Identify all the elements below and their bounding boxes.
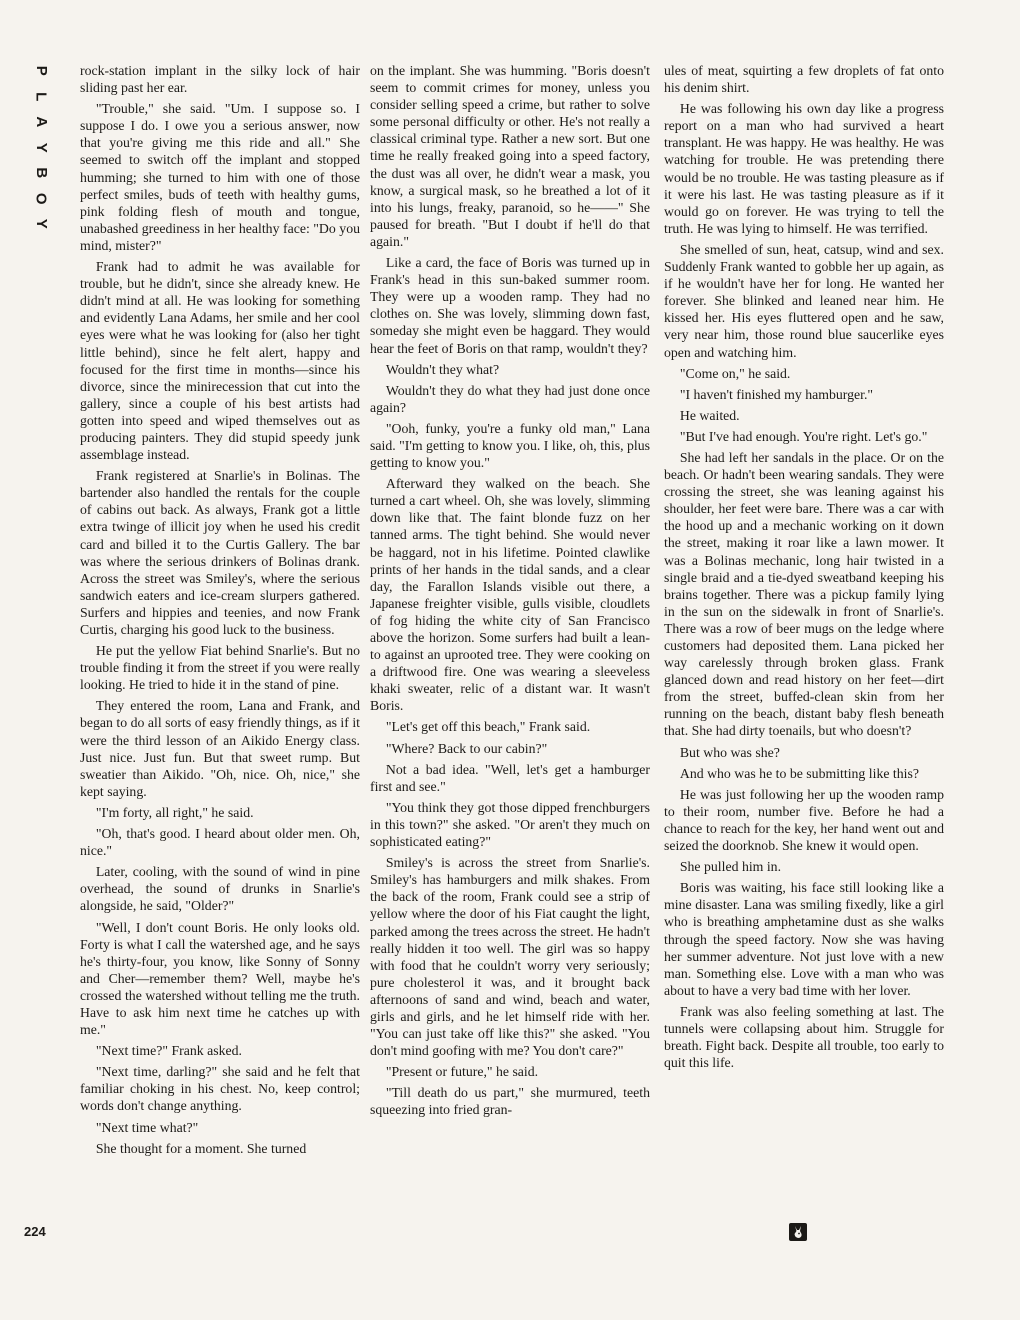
- paragraph: "But I've had enough. You're right. Let's go.": [679, 428, 928, 444]
- paragraph: "Come on," he said.: [679, 365, 791, 381]
- masthead-letter: P: [32, 65, 50, 76]
- masthead-letter: Y: [32, 142, 50, 153]
- paragraph: "Till death do us part," she murmured, teeth squeezing into fried gran-: [370, 1085, 650, 1118]
- paragraph: Wouldn't they what?: [385, 361, 500, 377]
- magazine-masthead-vertical: [29, 58, 53, 237]
- paragraph: Frank registered at Snarlie's in Bolinas. The bartender also handled the rentals for the couple of cabins out back. As always, Frank got a little extra twinge of illicit joy when he used his credit card and billed it to the Curtis Gallery. The bar was where the serious drinkers of Bolinas drank. Across the street was Smiley's, where the serious sandwich eaters and ice-cream slurpers gathered. Surfers and hippies and teenies, and now Frank Curtis, charging his good luck to the business.: [80, 468, 360, 637]
- paragraph: on the implant. She was humming. "Boris doesn't seem to commit crimes for money, unless you consider selling speed a crime, but rather to solve some personal difficulty or other. He's not really a classical criminal type. Rather a new sort. But one time he really freaked going into a speed factory, the dust was all over, he didn't wear a mask, you know, a surgical mask, so he breathed a lot of it into his lungs, freaky, paranoid, so he——" She paused for breath. "But I doubt if he'll do that again.": [370, 63, 650, 249]
- paragraph: "Let's get off this beach," Frank said.: [385, 719, 591, 735]
- paragraph: "Next time, darling?" she said and he felt that familiar choking in his chest. No, keep control; words don't change anything.: [80, 1064, 360, 1114]
- masthead-letter: O: [32, 192, 50, 205]
- paragraph: "Where? Back to our cabin?": [385, 740, 548, 756]
- paragraph: He was just following her up the wooden ramp to their room, number five. Before he had a chance to reach for the key, her hand went out and seized the doorknob. She knew it would open.: [664, 786, 944, 854]
- paragraph: "Next time?" Frank asked.: [95, 1043, 242, 1059]
- paragraph: "Ooh, funky, you're a funky old man," Lana said. "I'm getting to know you. I like, oh, this, plus getting to know you.": [370, 420, 650, 471]
- paragraph: "I'm forty, all right," he said.: [95, 804, 254, 820]
- paragraph: She had left her sandals in the place. Or on the beach. Or hadn't been wearing sandals. They were crossing the street, she was leaning against his shoulder, her feet were bare. There was a car with the hood up and a mechanic working on it down the street, making it roar like a lawn mower. It was a Bolinas mechanic, long hair twisted in a single braid and a tie-dyed sweatband keeping his brains together. There was a pickup family lying in the sun on the sidewalk in front of Snarlie's. There was a row of beer mugs on the ledge where customers had deposited them. Lana picked her way carelessly through broken glass. Frank glanced down and read history on her feet—dirt from the street, buffed-clean skin from her running on the beach, distant baby flesh beneath that. She had dirty toenails, but who doesn't?: [664, 449, 944, 739]
- page-number: 224: [24, 1224, 46, 1239]
- paragraph: Wouldn't they do what they had just done once again?: [370, 382, 650, 415]
- paragraph: He waited.: [679, 407, 740, 423]
- paragraph: Frank had to admit he was available for trouble, but he didn't, since she already knew. He didn't mind at all. He was looking for something and evidently Lana Adams, her smile and her cool eyes were what he was looking for (also her tight little behind), since he felt alert, happy and focused for the first time in months—since his divorce, since the minirecession that cut into the gallery, since a couple of his best artists had gotten into speed and wiped themselves out as producing painters. They did stupid speedy junk assemblage instead.: [80, 259, 360, 463]
- text-column-1: [80, 62, 360, 1161]
- rabbit-head-icon: [789, 1223, 807, 1241]
- paragraph: But who was she?: [679, 744, 780, 760]
- paragraph: Smiley's is across the street from Snarlie's. Smiley's has hamburgers and milk shakes. From the back of the room, Frank could see a strip of yellow where the door of his Fiat caught the light, parked among the trees across the street. He hadn't really hidden it too well. The girl was so happy with food that he couldn't worry very seriously; pure cholesterol it was, and it brought back afternoons of sand and wind, beach and water, girls and girls, and he let himself ride with her. "You can just take off like this?" she asked. "You don't mind goofing with me? You don't care?": [370, 855, 650, 1059]
- paragraph: "You think they got those dipped frenchburgers in this town?" she asked. "Or aren't they much on sophisticated eating?": [370, 799, 650, 850]
- paragraph: They entered the room, Lana and Frank, and began to do all sorts of easy friendly things, as if it were the third lesson of an Aikido Energy class. Just nice. Just fun. But that sweet rump. But sweatier than Aikido. "Oh, nice. Oh, nice," she kept saying.: [80, 698, 360, 799]
- paragraph: Frank was also feeling something at last. The tunnels were collapsing about him. Struggle for breath. Fight back. Despite all trouble, too early to quit this life.: [664, 1003, 944, 1071]
- paragraph: Later, cooling, with the sound of wind in pine overhead, the sound of drunks in Snarlie's alongside, he said, "Older?": [80, 864, 360, 914]
- text-column-3: [664, 62, 944, 1075]
- paragraph: And who was he to be submitting like this?: [679, 765, 919, 781]
- text-column-2: [370, 62, 650, 1123]
- masthead-letter: B: [32, 167, 50, 179]
- paragraph: "Well, I don't count Boris. He only looks old. Forty is what I call the watershed age, and he says he's thirty-four, you know, like Sonny of Sonny and Cher—remember them? Well, maybe he's crossed the watershed without telling me the truth. Have to ask him next time he catches up with me.": [80, 919, 360, 1038]
- paragraph: Like a card, the face of Boris was turned up in Frank's head in this sun-baked summer room. They were up a wooden ramp. They had no clothes on. She was lovely, slimming down fast, someday she might even be haggard. They would hear the feet of Boris on that ramp, wouldn't they?: [370, 255, 650, 356]
- paragraph: She thought for a moment. She turned: [95, 1140, 307, 1156]
- paragraph: She pulled him in.: [679, 859, 782, 875]
- paragraph: He was following his own day like a progress report on a man who had survived a heart transplant. He was happy. He was healthy. He was watching for trouble. He was pretending there would be no trouble. He was tasting pleasure as if it were his last. He was tasting pleasure as if it would go on forever. He was trying to tell the truth. He was lying to himself. He was terrified.: [664, 101, 944, 236]
- paragraph: "Oh, that's good. I heard about older men. Oh, nice.": [80, 826, 360, 859]
- paragraph: rock-station implant in the silky lock of hair sliding past her ear.: [80, 63, 360, 96]
- masthead-letter: A: [32, 116, 50, 128]
- paragraph: Boris was waiting, his face still looking like a mine disaster. Lana was smiling fixedly, like a girl who is breathing amphetamine dust as she walks through the speed factory. Now she was having her summer adventure. Not just love with a new man. Something else. Love with a man who was about to have a very bad time with her lover.: [664, 880, 944, 998]
- paragraph: "Present or future," he said.: [385, 1064, 539, 1080]
- paragraph: ules of meat, squirting a few droplets of fat onto his denim shirt.: [664, 63, 944, 96]
- paragraph: He put the yellow Fiat behind Snarlie's. But no trouble finding it from the street if you were really looking. He tried to hide it in the stand of pine.: [80, 643, 360, 693]
- paragraph: "Trouble," she said. "Um. I suppose so. I suppose I do. I owe you a serious answer, now that you're giving me this ride and all." She seemed to switch off the implant and stopped humming; she turned to him with one of those perfect smiles, buds of teeth with healthy gums, pink folding flesh of mouth and tongue, unabashed greediness in her healthy face: "Do you mind, mister?": [80, 101, 360, 253]
- paragraph: She smelled of sun, heat, catsup, wind and sex. Suddenly Frank wanted to gobble her up again, as if he wouldn't have her for long. He wanted her forever. She blinked and leaned near him. He kissed her. His eyes fluttered open and he saw, very near him, those round blue saucerlike eyes open and watching him.: [664, 241, 944, 360]
- masthead-letter: Y: [32, 218, 50, 229]
- paragraph: Not a bad idea. "Well, let's get a hamburger first and see.": [370, 761, 650, 794]
- paragraph: "I haven't finished my hamburger.": [679, 386, 874, 402]
- masthead-letter: L: [32, 91, 50, 101]
- rabbit-head-icon-glyph: [792, 1225, 804, 1239]
- paragraph: "Next time what?": [95, 1119, 199, 1135]
- paragraph: Afterward they walked on the beach. She turned a cart wheel. Oh, she was lovely, slimming down like that. The faint blonde fuzz on her tanned arms. The tight behind. She would never be haggard, not in his lifetime. Pointed clawlike prints of her hands in the tidal sands, and a clear day, the Farallon Islands visible out there, a Japanese freighter visible, gulls visible, cloudlets of fog hiding the white city of San Francisco above the horizon. Some surfers had built a lean-to against an uprooted tree. They were cooking on a driftwood fire. One was wearing a sleeveless khaki sweater, relic of a distant war. It wasn't Boris.: [370, 476, 650, 714]
